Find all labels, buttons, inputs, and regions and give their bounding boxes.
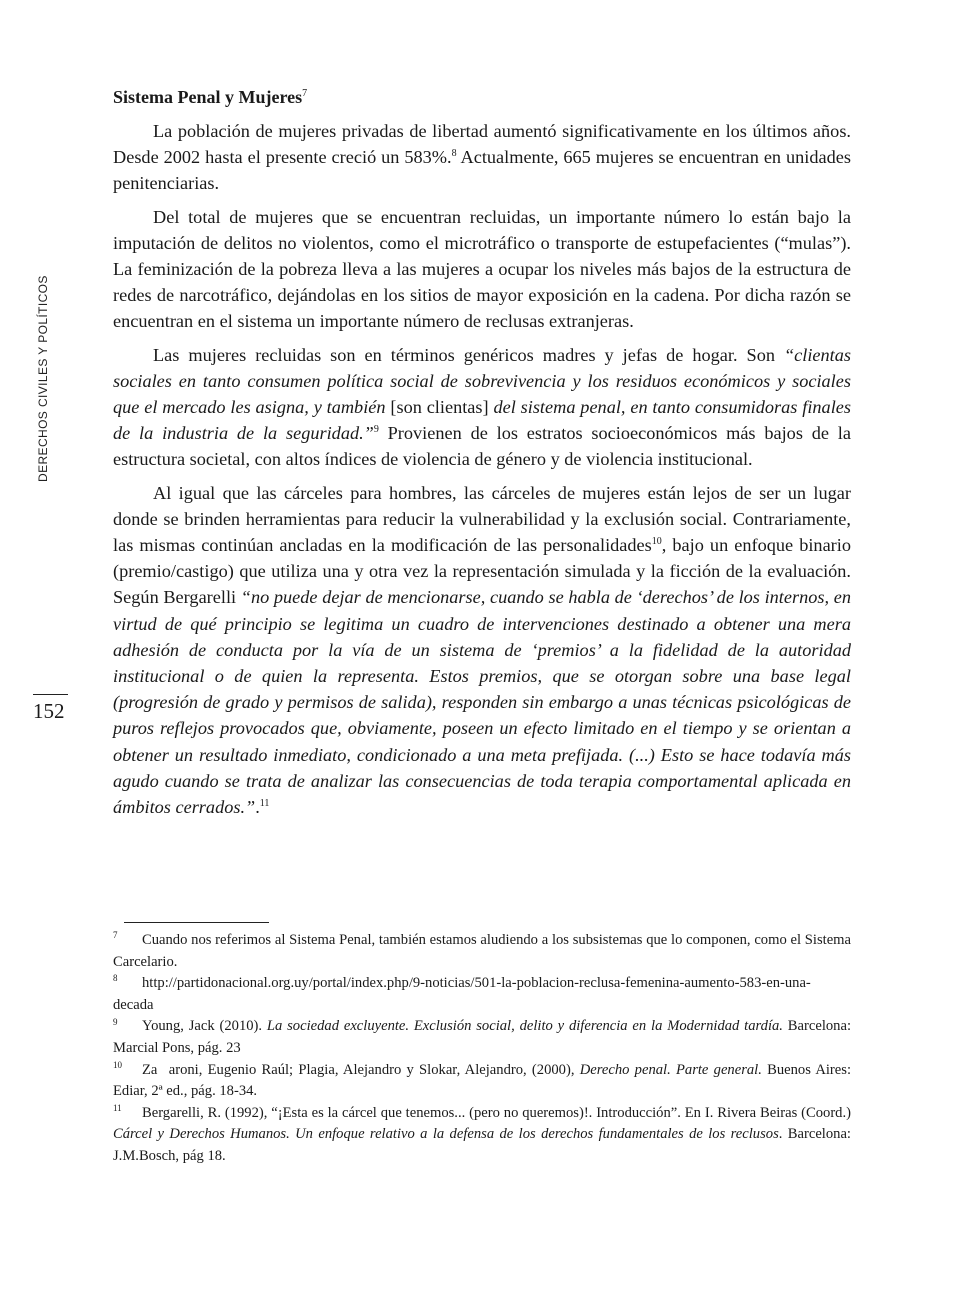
italic-text: del sistema penal, en tanto consumidoras finales de la industria de la seguridad.” [113,397,851,444]
italic-text: Cárcel y Derechos Humanos. Un enfoque relativo a la defensa de los derechos fundamentales de los reclusos [113,1126,779,1143]
italic-text: “clientas sociales en tanto consumen política social de sobrevivencia y los residuos económicos y sociales que el mercado les asigna, y también [113,344,851,418]
footnote: 8 http://partidonacional.org.uy/portal/index.php/9-noticias/501-la-poblacion-reclusa-femenina-aumento-583-en-una-decada [113,973,811,1013]
text-run: . Barcelona: J.M.Bosch, pág 18. [113,1126,851,1164]
page-number: 152 [33,699,65,723]
footnote: 10 Za aroni, Eugenio Raúl; Plagia, Alejandro y Slokar, Alejandro, (2000), Derecho penal. Parte general. Buenos Aires: Ediar, 2ª ed., pág. 18-34. [113,1059,852,1100]
text-run: Actualmente, 665 mujeres se encuentran en unidades penitenciarias. [113,147,851,194]
italic-text: “no puede dejar de mencionarse, cuando se habla de ‘derechos’ de los internos, en virtud de qué principio se legitima un cuadro de intervenciones destinado a obtener una mera adhesión de conducta por la vía de un sistema de ‘premios’ a la fidelidad de la autoridad institucional o de quien la representa. Estos premios, que se otorgan sobre una base legal (progresión de grado y permisos de salida), responden sin embargo a unas técnicas psicológicas de puros reflejos provocados que, obviamente, poseen un efecto limitado en el tiempo y se orientan a obtener un resultado inmediato, condicionado a una meta prefijada. (...) Esto se hace todavía más agudo cuando se trata de analizar las consecuencias de toda terapia comportamental aplicada en ámbitos cerrados.” [113,587,851,818]
text-run: Al igual que las cárceles para hombres, las cárceles de mujeres están lejos de ser un lugar donde se brinden herramientas para reducir la vulnerabilidad y la exclusión social. Contrariamente, las mismas continúan ancladas en la modificación de las personalidades [113,482,851,556]
footnote-list [113,930,851,1168]
text-run: Cuando nos referimos al Sistema Penal, también estamos aludiendo a los subsistemas que lo componen, como el Sistema Carcelario. [113,932,851,970]
footnote: 11 Bergarelli, R. (1992), “¡Esta es la cárcel que tenemos... (pero no queremos)!. Introducción”. En I. Rivera Beiras (Coord.) Cárcel y Derechos Humanos. Un enfoque relativo a la defensa de los derechos fundamentales de los reclusos. Barcelona: J.M.Bosch, pág 18. [113,1102,851,1164]
text-run: . [255,797,260,818]
text-run: [son clientas] [390,397,494,418]
text-run: Za aroni, Eugenio Raúl; Plagia, Alejandro y Slokar, Alejandro, (2000), [142,1061,580,1078]
text-run: Provienen de los estratos socioeconómicos más bajos de la estructura societal, con altos índices de violencia de género y de violencia institucional. [113,423,851,470]
footnote: 9 Young, Jack (2010). La sociedad excluyente. Exclusión social, delito y diferencia en la Modernidad tardía. Barcelona: Marcial Pons, pág. 23 [113,1016,852,1056]
page-number-rule [33,694,68,695]
footnote-separator [124,922,269,923]
paragraph-list [113,118,851,820]
body-paragraph [113,204,851,335]
footnote-ref: 9 [373,424,379,436]
footnote-ref: 10 [651,535,662,547]
body-paragraph [113,480,851,821]
body-paragraph [113,342,851,473]
text-run: Las mujeres recluidas son en términos genéricos madres y jefas de hogar. Son [153,344,784,365]
italic-text: Derecho penal. Parte general. [579,1061,762,1078]
section-title-text: Sistema Penal y Mujeres [113,87,303,107]
main-text [113,84,851,827]
text-run: Del total de mujeres que se encuentran recluidas, un importante número lo están bajo la imputación de delitos no violentos, como el microtráfico o transporte de estupefacientes (“mulas”). La feminización de la pobreza lleva a las mujeres a ocupar los niveles más bajos de la estructura de redes de narcotráfico, dejándolas en los sitios de mayor exposición en la cadena. Por dicha razón se encuentran en el sistema un importante número de reclusas extranjeras. [113,206,851,332]
text-run: Bergarelli, R. (1992), “¡Esta es la cárcel que tenemos... (pero no queremos)!. Introducción”. En I. Rivera Beiras (Coord.) [142,1104,851,1121]
text-run: http://partidonacional.org.uy/portal/index.php/9-noticias/501-la-poblacion-reclusa-femenina-aumento-583-en-una-decada [113,975,811,1013]
text-run: Young, Jack (2010). [142,1018,267,1035]
body-paragraph [113,118,851,197]
text-run: La población de mujeres privadas de libertad aumentó significativamente en los últimos años. Desde 2002 hasta el presente creció un 583%. [113,121,851,168]
text-run: Buenos Aires: Ediar, 2ª ed., pág. 18-34. [113,1061,852,1100]
footnote-ref: 8 [451,148,457,160]
text-run: , bajo un enfoque binario (premio/castigo) que utiliza una y otra vez la representación simulada y la ficción de la evaluación. Según Bergarelli [113,535,851,608]
footnote-ref: 7 [302,88,308,99]
section-title [113,84,851,110]
italic-text: La sociedad excluyente. Exclusión social, delito y diferencia en la Modernidad tardía. [266,1018,783,1035]
footnote: 7 Cuando nos referimos al Sistema Penal, también estamos aludiendo a los subsistemas que lo componen, como el Sistema Carcelario. [113,930,851,970]
running-header-vertical: DERECHOS CIVILES Y POLÍTICOS [36,275,50,482]
text-run: Barcelona: Marcial Pons, pág. 23 [113,1018,852,1056]
footnote-ref: 11 [259,797,270,809]
